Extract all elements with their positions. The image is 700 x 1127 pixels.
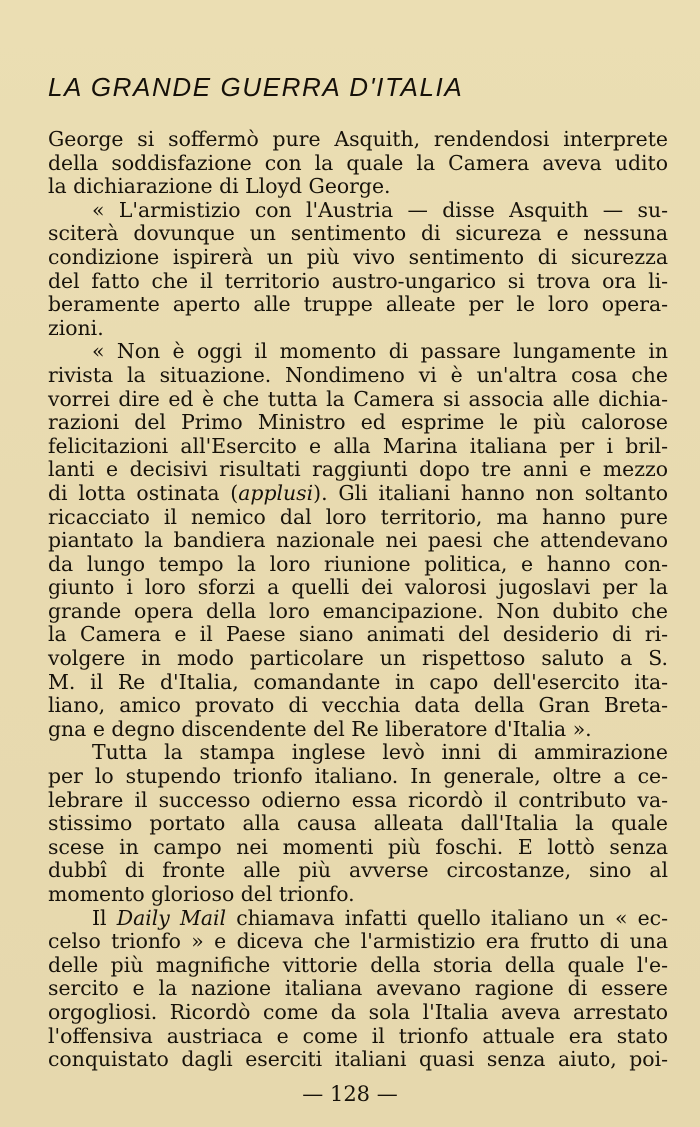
- running-head: LA GRANDE GUERRA D'ITALIA: [48, 72, 464, 102]
- text-line: da lungo tempo la loro riunione politica, e hanno con-: [48, 551, 668, 576]
- text-line: della soddisfazione con la quale la Camera aveva udito: [48, 150, 668, 175]
- text-line: « Non è oggi il momento di passare lungamente in: [92, 339, 668, 364]
- text-line: dubbî di fronte alle più avverse circostanze, sino al: [48, 858, 668, 883]
- text-line: « L'armistizio con l'Austria — disse Asquith — su-: [92, 197, 668, 222]
- text-line: gna e degno discendente del Re liberatore d'Italia ».: [48, 716, 592, 741]
- italic-text: Daily Mail: [116, 905, 227, 930]
- text-line: [48, 482, 668, 506]
- text-line: l'offensiva austriaca e come il trionfo attuale era stato: [48, 1023, 668, 1048]
- text-line: la dichiarazione di Lloyd George.: [48, 174, 391, 199]
- text-line: piantato la bandiera nazionale nei paesi che attendevano: [48, 528, 668, 553]
- text-line: giunto i loro sforzi a quelli dei valorosi jugoslavi per la: [48, 575, 668, 600]
- text-line: George si soffermò pure Asquith, rendendosi interprete: [48, 127, 668, 151]
- text-line: celso trionfo » e diceva che l'armistizio era frutto di una: [48, 929, 668, 954]
- text-line: delle più magnifiche vittorie della storia della quale l'e-: [48, 952, 668, 977]
- text-line: sciterà dovunque un sentimento di sicureza e nessuna: [48, 221, 668, 246]
- page-number: — 128 —: [302, 1082, 398, 1106]
- text-line: zioni.: [48, 315, 104, 340]
- text-segment: Il: [92, 905, 117, 930]
- italic-text: applusi: [238, 480, 314, 505]
- text-line: M. il Re d'Italia, comandante in capo dell'esercito ita-: [48, 669, 668, 694]
- text-segment: ). Gli italiani hanno non soltanto: [313, 480, 668, 505]
- text-line: scese in campo nei momenti più foschi. E lottò senza: [48, 834, 668, 859]
- text-line: la Camera e il Paese siano animati del desiderio di ri-: [48, 622, 668, 647]
- text-line: rivista la situazione. Nondimeno vi è un'altra cosa che: [48, 362, 668, 387]
- text-line: volgere in modo particolare un rispettoso saluto a S.: [48, 646, 668, 671]
- text-line: vorrei dire ed è che tutta la Camera si associa alle dichia-: [48, 386, 668, 411]
- text-line: ricacciato il nemico dal loro territorio, ma hanno pure: [48, 504, 668, 529]
- text-line: conquistato dagli eserciti italiani quasi senza aiuto, poi-: [48, 1047, 668, 1072]
- text-line: per lo stupendo trionfo italiano. In generale, oltre a ce-: [48, 764, 668, 789]
- text-line: Tutta la stampa inglese levò inni di ammirazione: [92, 740, 668, 765]
- text-line: beramente aperto alle truppe alleate per le loro opera-: [48, 292, 668, 317]
- text-line: felicitazioni all'Esercito e alla Marina italiana per i bril-: [48, 433, 668, 458]
- text-line: razioni del Primo Ministro ed esprime le più calorose: [48, 410, 668, 435]
- text-line: condizione ispirerà un più vivo sentimento di sicurezza: [48, 244, 668, 269]
- text-line: orgogliosi. Ricordò come da sola l'Italia aveva arrestato: [48, 999, 668, 1024]
- text-line: [48, 907, 668, 931]
- text-segment: chiamava infatti quello italiano un « ec-: [226, 905, 668, 930]
- text-line: stissimo portato alla causa alleata dall'Italia la quale: [48, 811, 668, 836]
- body-text: [48, 128, 668, 1072]
- text-line: grande opera della loro emancipazione. Non dubito che: [48, 598, 668, 623]
- text-line: lebrare il successo odierno essa ricordò il contributo va-: [48, 787, 668, 812]
- text-line: sercito e la nazione italiana avevano ragione di essere: [48, 976, 668, 1001]
- text-line: liano, amico provato di vecchia data della Gran Breta-: [48, 693, 668, 718]
- text-line: lanti e decisivi risultati raggiunti dopo tre anni e mezzo: [48, 457, 668, 482]
- text-line: del fatto che il territorio austro-ungarico si trova ora li-: [48, 268, 668, 293]
- text-line: momento glorioso del trionfo.: [48, 882, 355, 906]
- text-segment: di lotta ostinata (: [48, 480, 239, 505]
